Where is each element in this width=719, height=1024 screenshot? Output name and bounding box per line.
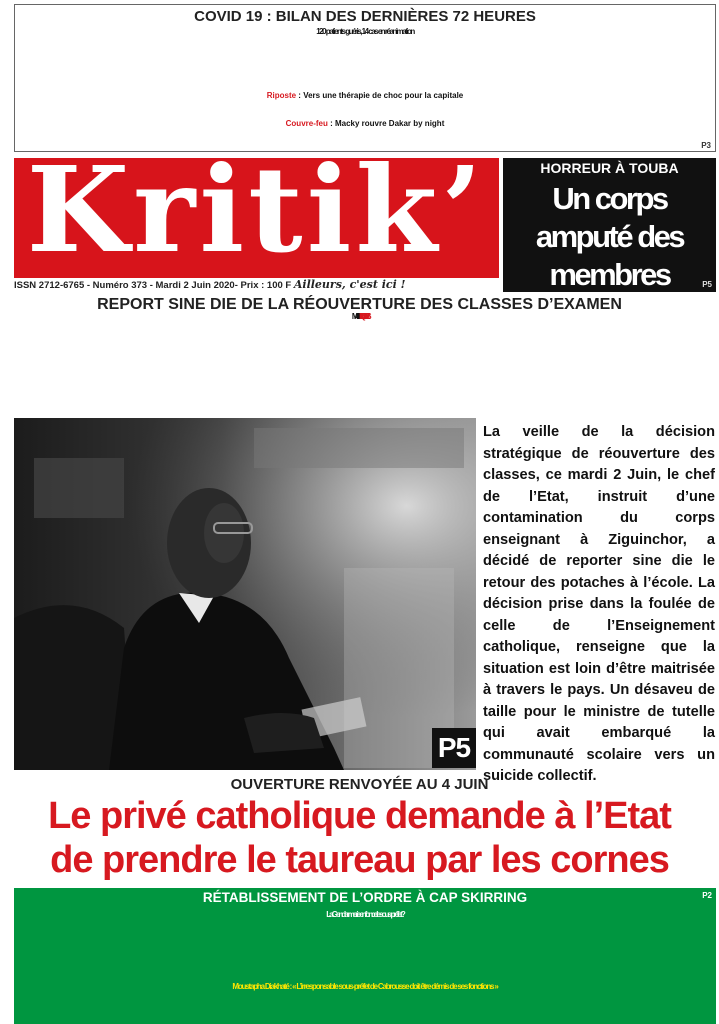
page-ref-p5: P5 [702, 280, 712, 289]
slogan: Ailleurs, c'est ici ! [293, 278, 406, 291]
riposte-label: Riposte [266, 91, 297, 100]
covid-summary-box [14, 4, 716, 152]
quote-author: Moustapha Diakhaté : [232, 982, 292, 991]
second-headline-line1: Le privé catholique demande à l’Etat [48, 795, 671, 837]
covid-kicker: COVID 19 : BILAN DES DERNIÈRES 72 HEURES [194, 8, 536, 25]
cap-skirring-box [14, 888, 716, 1024]
newspaper-logo: Kritik’ [26, 158, 487, 278]
gendarmerie-headline: La Gendarmerie enfonce le sous-préfet ? [326, 910, 404, 919]
second-headline-line2: de prendre le taureau par les cornes [50, 839, 669, 881]
couvre-feu-label: Couvre-feu [285, 119, 328, 128]
issn-bar [14, 278, 499, 292]
main-headline-part2: DES QUATRE FERS [359, 312, 368, 321]
president-photo-illustration [14, 418, 476, 770]
page-ref-p2: P2 [702, 891, 712, 900]
covid-headline: 120 patients guéris, 14 cas en réanimation [316, 27, 414, 36]
main-headline [0, 312, 719, 321]
riposte-text: : Vers une thérapie de choc pour la capitale [296, 91, 464, 100]
touba-headline-line2: membres découvert [546, 257, 673, 330]
second-story-headline [0, 794, 719, 882]
riposte-line [15, 91, 715, 100]
touba-box [503, 158, 716, 330]
touba-headline-line1: Un corps amputé des [535, 181, 684, 254]
main-article-text: La veille de la décision stratégique de réouverture des classes, ce mardi 2 Juin, le chef de l’Etat, instruit d’une contamination du corps enseignant à Ziguinchor, a décidé de reporter sine die le retour des potaches à l’école. La décision prise dans la foulée de celle de l’Enseignement catholique, renseigne que la situation est loin d’être maitrisée à travers le pays. Un désaveu de taille pour le ministre de tutelle qui avait embarqué la communauté scolaire vers un suicide collectif. [483, 424, 715, 784]
quote-text: « L’irresponsable sous-préfet de Cabrousse doit être démis de ses fonctions » [291, 982, 498, 991]
masthead-logo-block [14, 158, 499, 278]
diakhate-quote [14, 982, 716, 991]
president-photo [14, 418, 476, 770]
photo-page-badge: P5 [432, 728, 476, 768]
touba-kicker: HORREUR À TOUBA [540, 160, 679, 176]
cap-skirring-kicker: RÉTABLISSEMENT DE L’ORDRE À CAP SKIRRING [202, 890, 528, 905]
couvre-feu-line [15, 119, 715, 128]
second-story-kicker: OUVERTURE RENVOYÉE AU 4 JUIN [230, 776, 489, 793]
page-ref-p3: P3 [701, 141, 711, 150]
issn-info: ISSN 2712-6765 - Numéro 373 - Mardi 2 Juin 2020- Prix : 100 F [14, 280, 292, 291]
main-headline-part1: MACKY SALL FREINE [351, 312, 360, 321]
couvre-feu-text: : Macky rouvre Dakar by night [327, 119, 445, 128]
main-story-kicker: REPORT SINE DIE DE LA RÉOUVERTURE DES CLASSES D’EXAMEN [97, 296, 622, 313]
